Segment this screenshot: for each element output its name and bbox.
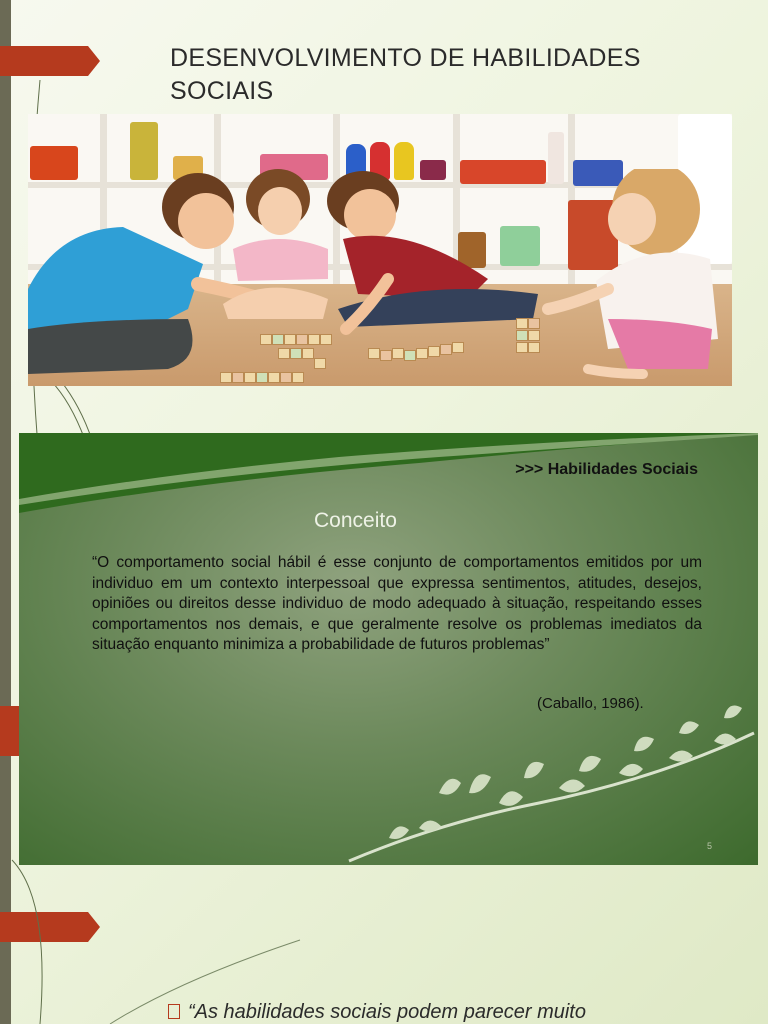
slide-header: >>> Habilidades Sociais bbox=[515, 461, 698, 478]
children-playing-photo bbox=[28, 114, 732, 386]
quote-citation: (Caballo, 1986). bbox=[537, 695, 644, 712]
embedded-concept-slide bbox=[19, 433, 758, 865]
slide-page-number: 5 bbox=[707, 841, 713, 851]
bullet-icon bbox=[168, 1004, 180, 1019]
bullet-text: “As habilidades sociais podem parecer muito bbox=[188, 1001, 586, 1023]
slide-title: DESENVOLVIMENTO DE HABILIDADES SOCIAIS bbox=[170, 44, 641, 105]
concept-heading: Conceito bbox=[314, 509, 397, 532]
bullet-paragraph bbox=[168, 1001, 586, 1024]
concept-quote: “O comportamento social hábil é esse conjunto de comportamentos emitidos por um individuo em um contexto interpessoal que expressa sentimentos, atitudes, desejos, opiniões ou direitos desse individuo de modo adequado à situação, respeitando esses comportamentos nos demais, e que geralmente resolve os problemas imediatos da situação enquanto minimiza a probabilidade de futuros problemas” bbox=[92, 554, 702, 653]
